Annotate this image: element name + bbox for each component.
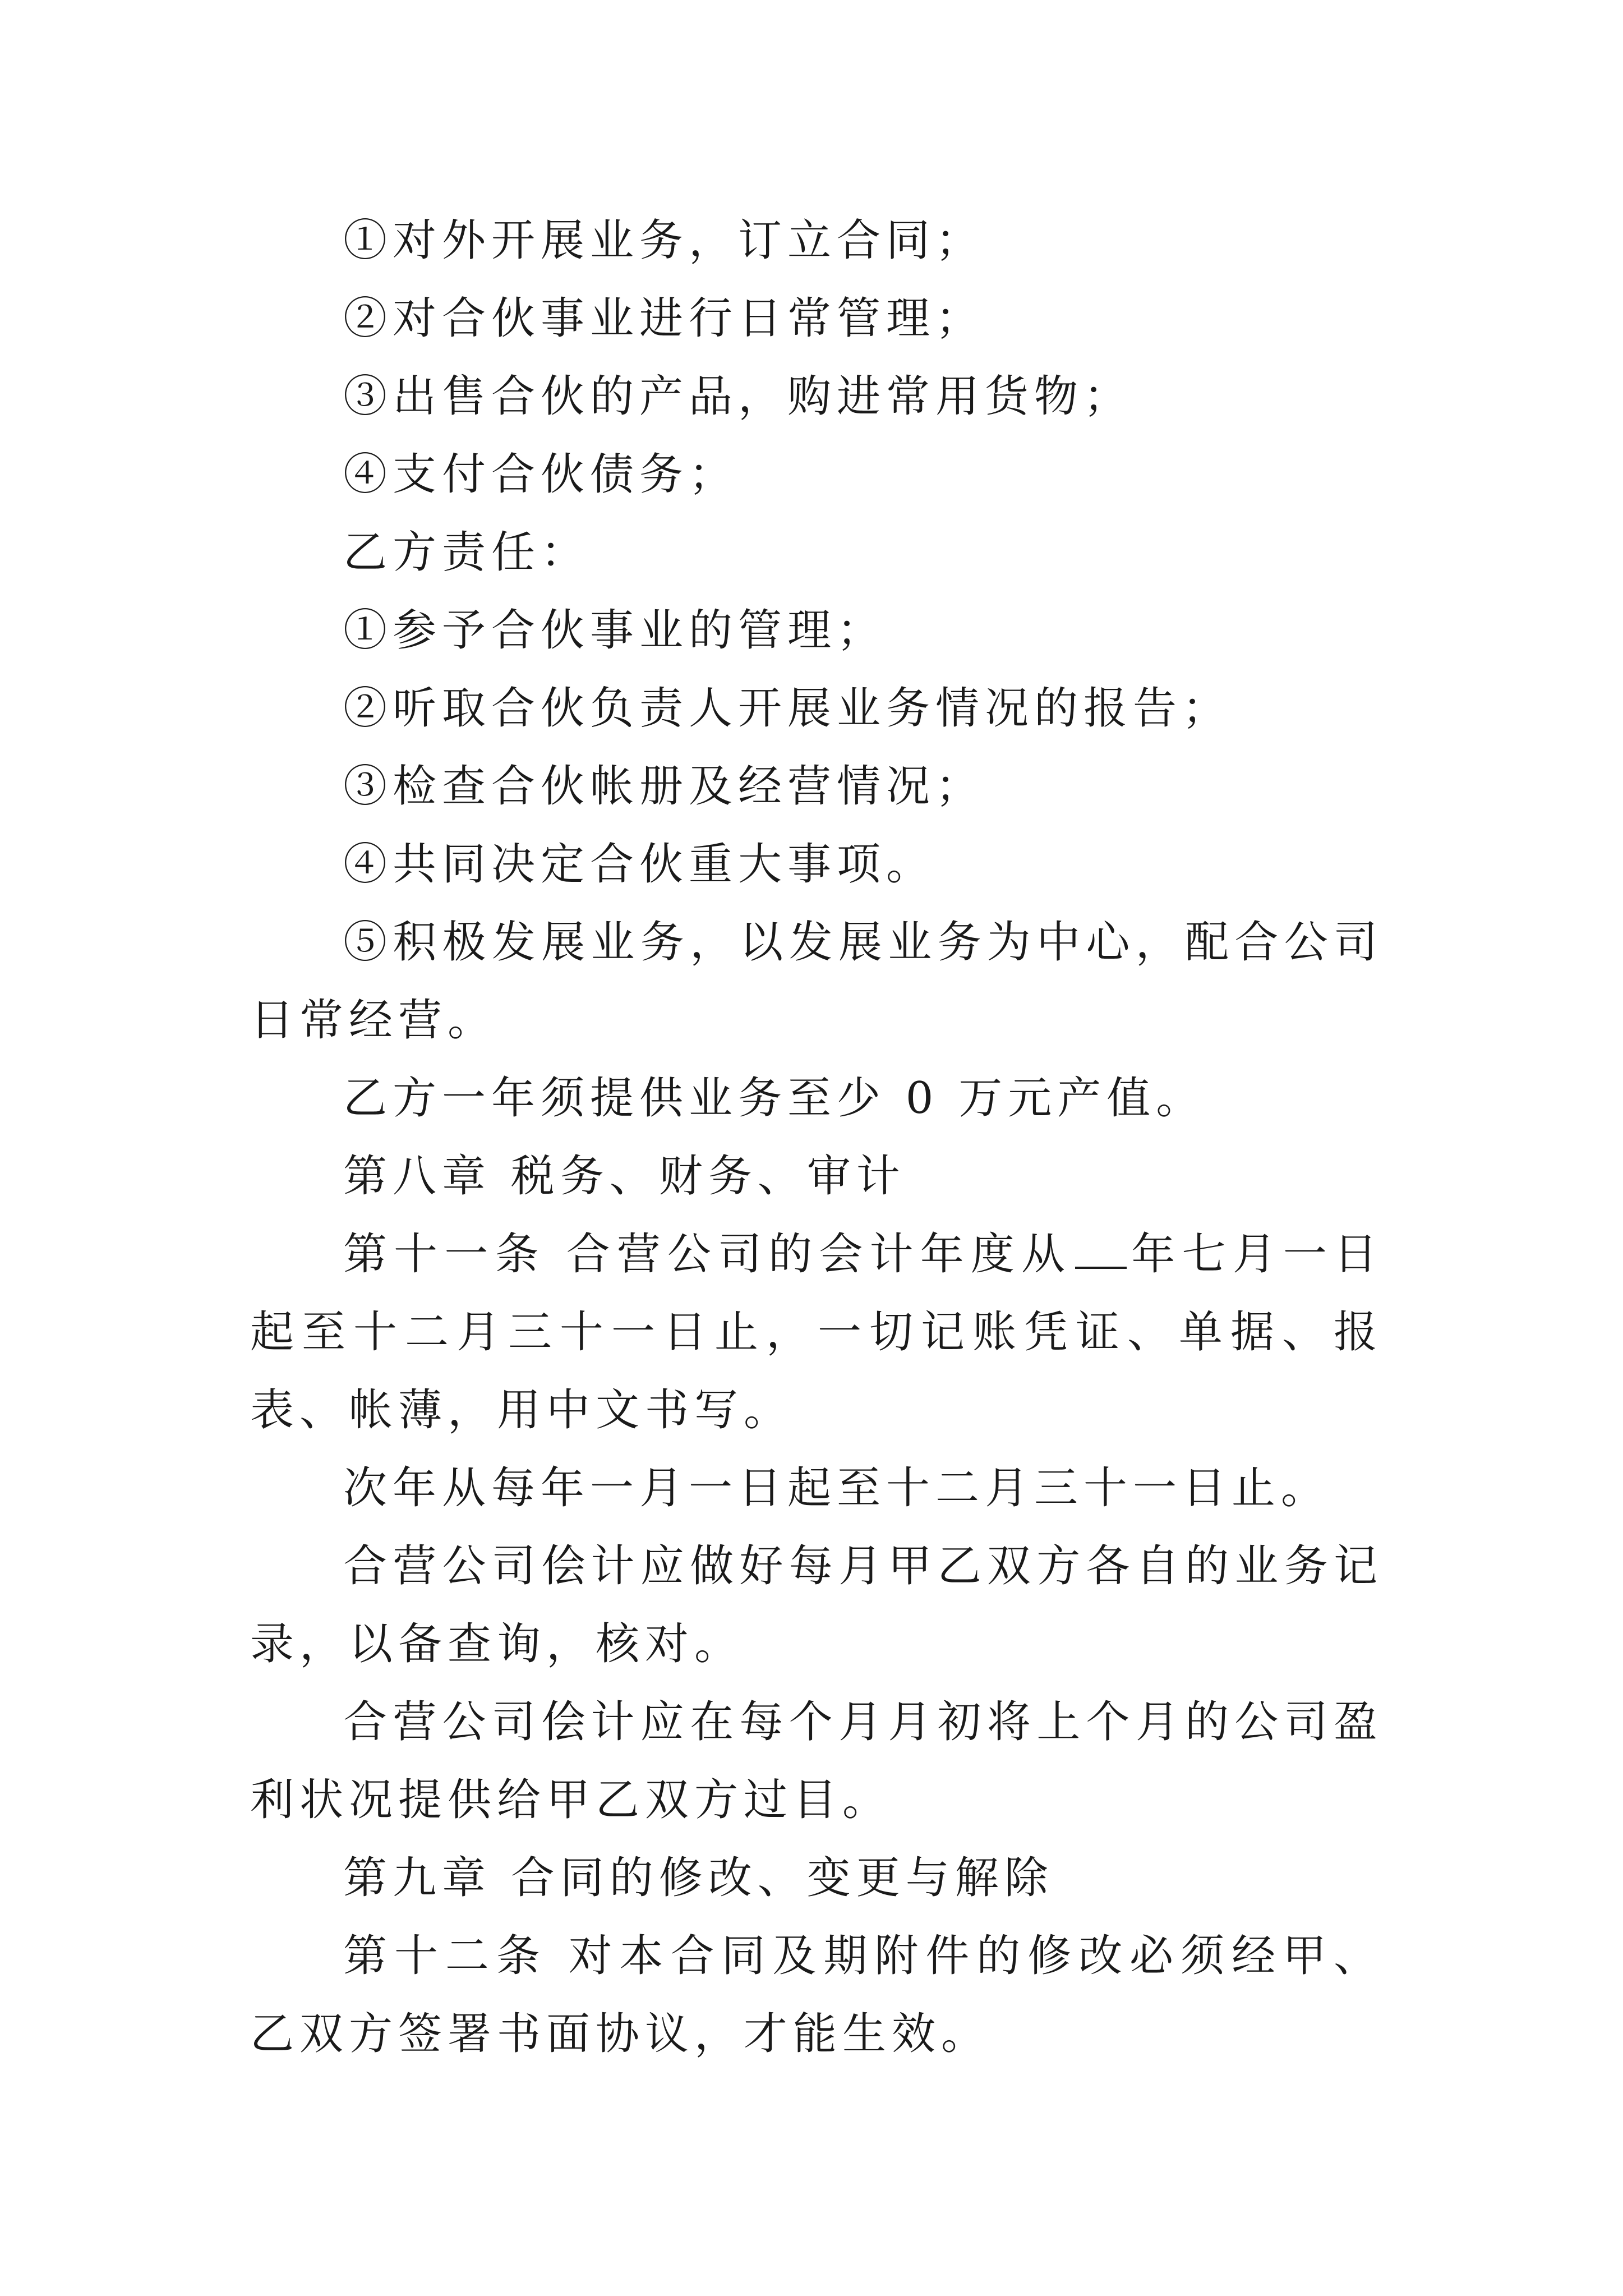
year-fill-in-blank (1075, 1227, 1127, 1269)
chapter-8-heading: 第八章 税务、财务、审计 (343, 1151, 906, 1202)
paragraph-party-b-3: ③检查合伙帐册及经营情况； (343, 761, 985, 812)
paragraph-duty-4: ④支付合伙债务； (343, 449, 739, 500)
article-11 (250, 1216, 1383, 1450)
paragraph-next-year: 次年从每年一月一日起至十二月三十一日止。 (343, 1463, 1331, 1513)
paragraph-party-b-5: ⑤积极发展业务，以发展业务为中心，配合公司日常经营。 (250, 917, 1383, 1046)
paragraph-duty-2: ②对合伙事业进行日常管理； (343, 293, 985, 344)
paragraph-party-b-1: ①参予合伙事业的管理； (343, 605, 887, 656)
article-11-text-before-blank: 第十一条 合营公司的会计年度从 (343, 1229, 1072, 1280)
paragraph-output-requirement: 乙方一年须提供业务至少 0 万元产值。 (343, 1073, 1206, 1124)
paragraph-duty-3: ③出售合伙的产品，购进常用货物； (343, 371, 1133, 422)
paragraph-party-b-2: ②听取合伙负责人开展业务情况的报告； (343, 683, 1232, 734)
party-b-heading: 乙方责任： (343, 527, 591, 578)
chapter-9-heading: 第九章 合同的修改、变更与解除 (343, 1853, 1054, 1903)
article-12: 第十二条 对本合同及期附件的修改必须经甲、乙双方签署书面协议，才能生效。 (250, 1931, 1383, 2059)
document-body (250, 202, 1383, 2073)
article-11-text-after-blank: 年七月一日起至十二月三十一日止，一切记账凭证、单据、报表、帐薄，用中文书写。 (250, 1229, 1383, 1435)
paragraph-party-b-4: ④共同决定合伙重大事项。 (343, 839, 936, 890)
paragraph-accounting-records: 合营公司侩计应做好每月甲乙双方各自的业务记录，以备查询，核对。 (250, 1541, 1383, 1669)
paragraph-duty-1: ①对外开展业务，订立合同； (343, 215, 985, 266)
paragraph-monthly-report: 合营公司侩计应在每个月月初将上个月的公司盈利状况提供给甲乙双方过目。 (250, 1697, 1383, 1825)
